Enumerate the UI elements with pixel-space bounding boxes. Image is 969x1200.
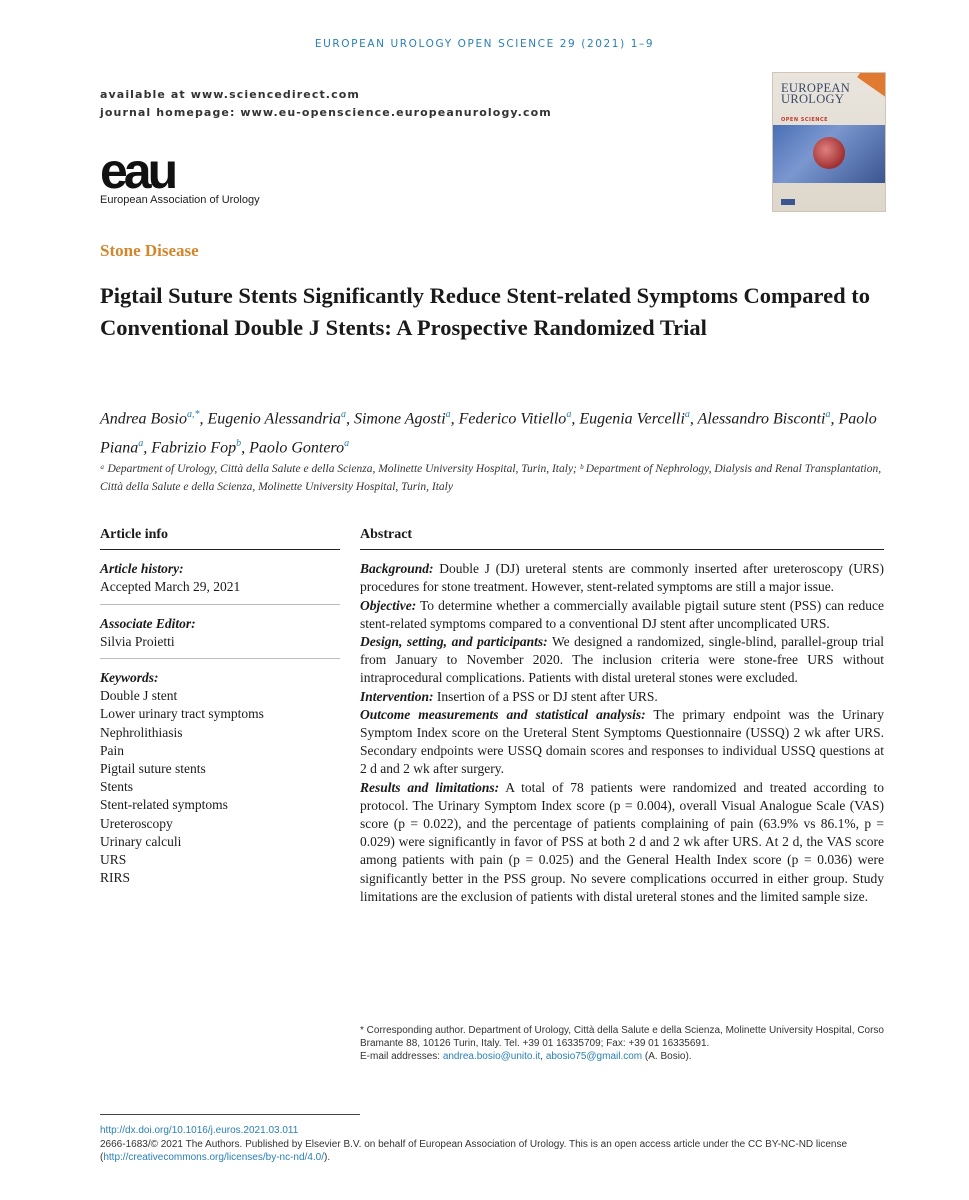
abstract-body	[360, 560, 884, 906]
corresponding-author-footnote	[360, 1024, 884, 1063]
abstract-section-label: Objective:	[360, 597, 417, 613]
keyword-item: Ureteroscopy	[100, 815, 173, 831]
keyword-item: Pigtail suture stents	[100, 761, 206, 777]
author-affiliation-mark[interactable]: a	[344, 438, 350, 450]
author-affiliation-mark[interactable]: a,*	[186, 409, 200, 420]
sciencedirect-line[interactable]: available at www.sciencedirect.com	[100, 88, 360, 101]
author-affiliation-mark[interactable]: a	[340, 409, 346, 420]
author-affiliation-mark[interactable]: a	[825, 409, 831, 420]
abstract-section	[360, 706, 884, 779]
abstract-section-text: Double J (DJ) ureteral stents are commonly inserted after ureteroscopy (URS) procedures for stone treatment. However, stent-related symptoms are still a major issue.	[360, 561, 884, 595]
editor-value: Silvia Proietti	[100, 633, 175, 649]
affiliations: ᵃ Department of Urology, Città della Salute e della Scienza, Molinette University Hospital, Turin, Italy; ᵇ Department of Nephrology, Dialysis and Renal Transplantation, Città della Salute e della Scienza, Molinette University Hospital, Turin, Italy	[100, 463, 882, 493]
keyword-item: Double J stent	[100, 688, 178, 704]
author-name: Eugenia Vercelli	[579, 410, 685, 428]
bottom-divider	[100, 1114, 360, 1115]
keyword-item: Lower urinary tract symptoms	[100, 706, 264, 722]
abstract-section	[360, 688, 884, 706]
author-name: Andrea Bosio	[100, 410, 187, 428]
eau-logo	[100, 143, 260, 206]
history-label: Article history:	[100, 561, 184, 577]
author-affiliation-mark[interactable]: a	[138, 438, 144, 450]
divider	[360, 549, 884, 550]
author-name: Paolo Gontero	[249, 439, 345, 457]
abstract-section-label: Results and limitations:	[360, 779, 500, 795]
cover-illustration	[773, 125, 885, 183]
journal-header: EUROPEAN UROLOGY OPEN SCIENCE 29 (2021) 1–9	[314, 38, 655, 50]
author-affiliation-mark[interactable]: a	[566, 409, 572, 420]
keywords-label: Keywords:	[100, 670, 159, 686]
availability-block	[100, 86, 552, 122]
abstract-section-text: To determine whether a commercially available pigtail suture stent (PSS) can reduce stent-related symptoms compared to a conventional DJ stent after uncomplicated URS.	[360, 597, 884, 631]
abstract-section-text: A total of 78 patients were randomized and treated according to protocol. The Urinary Symptom Index score (p = 0.004), overall Visual Analogue Scale (VAS) score (p = 0.022), and the percentage of patients complaining of pain (63.9% vs 86.1%, p = 0.029) were significantly in favor of PSS at both 2 d and 2 wk after URS. At 2 d, the VAS score among patients with pain (p = 0.025) and the General Health Index score (p = 0.036) were significantly better in the PSS group. No severe complications occurred in either group. Study limitations are the exclusion of patients with distal ureteral stones and the limited sample size.	[360, 779, 884, 904]
author-name: Fabrizio Fop	[151, 439, 237, 457]
abstract-section-text: We designed a randomized, single-blind, parallel-group trial from January to November 2020. The inclusion criteria were stone-free URS without intraprocedural complications. Patients with distal ureteral stones were excluded.	[360, 634, 885, 686]
abstract-section	[360, 633, 884, 688]
abstract-section	[360, 597, 884, 633]
eau-logo-mark: eau	[100, 143, 175, 199]
keyword-item: URS	[100, 852, 127, 868]
publication-footer	[100, 1124, 890, 1165]
abstract-section-label: Background:	[360, 561, 434, 577]
cover-subtitle: OPEN SCIENCE	[781, 117, 829, 123]
eau-logo-name: European Association of Urology	[100, 194, 260, 206]
abstract-heading: Abstract	[360, 527, 413, 542]
article-title: Pigtail Suture Stents Significantly Reduce Stent-related Symptoms Compared to Conventional Double J Stents: A Prospective Randomized Trial	[100, 283, 870, 340]
author-name: Simone Agosti	[353, 410, 446, 428]
cover-corner-badge	[857, 72, 886, 100]
keyword-item: Stents	[100, 779, 134, 795]
journal-cover-image	[772, 72, 886, 212]
keyword-item: RIRS	[100, 870, 131, 886]
abstract-section-text: Insertion of a PSS or DJ stent after URS.	[433, 688, 658, 704]
keyword-item: Nephrolithiasis	[100, 724, 183, 740]
editor-label: Associate Editor:	[100, 615, 196, 631]
abstract-section	[360, 560, 884, 596]
author-list: Andrea Bosio$^{a,*}$, Eugenio Alessandria$^a$, Simone Agosti$^a$, Federico Vitiello$^a$, Eugenia Vercelli$^a$, Alessandro Bisconti$^a$, Paolo Piana$^a$, Fabrizio Fop$^b$, Paolo Gontero$^a$	[100, 409, 877, 457]
cover-title: EUROPEAN UROLOGY	[781, 81, 851, 106]
keyword-item: Urinary calculi	[100, 833, 182, 849]
abstract	[360, 526, 884, 906]
article-info	[100, 526, 340, 887]
section-label: Stone Disease	[100, 241, 199, 260]
author-name: Eugenio Alessandria	[207, 410, 341, 428]
article-info-heading: Article info	[100, 527, 169, 542]
doi-link[interactable]: http://dx.doi.org/10.1016/j.euros.2021.03.011	[100, 1125, 299, 1136]
keyword-item: Stent-related symptoms	[100, 797, 228, 813]
author-affiliation-mark[interactable]: a	[445, 409, 451, 420]
footnote-emails: E-mail addresses: andrea.bosio@unito.it, abosio75@gmail.com (A. Bosio).	[360, 1051, 692, 1062]
divider	[100, 658, 340, 659]
keywords-list	[100, 687, 340, 887]
abstract-section-label: Design, setting, and participants:	[360, 634, 548, 650]
keyword-item: Pain	[100, 742, 125, 758]
abstract-section-label: Intervention:	[360, 688, 434, 704]
email-link[interactable]: andrea.bosio@unito.it	[442, 1051, 541, 1062]
abstract-section-label: Outcome measurements and statistical analysis:	[360, 706, 646, 722]
license-link[interactable]: http://creativecommons.org/licenses/by-nc-nd/4.0/	[103, 1152, 324, 1163]
author-affiliation-mark[interactable]: a	[684, 409, 690, 420]
author-affiliation-mark[interactable]: b	[236, 438, 242, 450]
divider	[100, 549, 340, 550]
copyright-line: 2666-1683/© 2021 The Authors. Published by Elsevier B.V. on behalf of European Association of Urology. This is an open access article under the CC BY-NC-ND license (http://creativecommons.org/licenses/by-nc-nd/4.0/).	[100, 1138, 848, 1163]
journal-homepage-line[interactable]: journal homepage: www.eu-openscience.europeanurology.com	[100, 106, 552, 119]
email-link[interactable]: abosio75@gmail.com	[545, 1051, 643, 1062]
author-name: Federico Vitiello	[458, 410, 567, 428]
abstract-section-text: The primary endpoint was the Urinary Symptom Index score on the Ureteral Stent Symptoms Questionnaire (USSQ) 2 wk after URS. Secondary endpoints were USSQ domain scores and responses to individual USSQ questions at 2 d and 2 wk after surgery.	[360, 706, 885, 777]
cover-publisher-mark	[781, 199, 795, 205]
author-name: Alessandro Bisconti	[697, 410, 826, 428]
author-name: Paolo Piana	[100, 410, 877, 457]
footnote-text: * Corresponding author. Department of Urology, Città della Salute e della Scienza, Molinette University Hospital, Corso Bramante 88, 10126 Turin, Italy. Tel. +39 01 16335709; Fax: +39 01 16335691.	[360, 1025, 884, 1049]
history-value: Accepted March 29, 2021	[100, 579, 241, 595]
abstract-section	[360, 779, 884, 906]
divider	[100, 604, 340, 605]
